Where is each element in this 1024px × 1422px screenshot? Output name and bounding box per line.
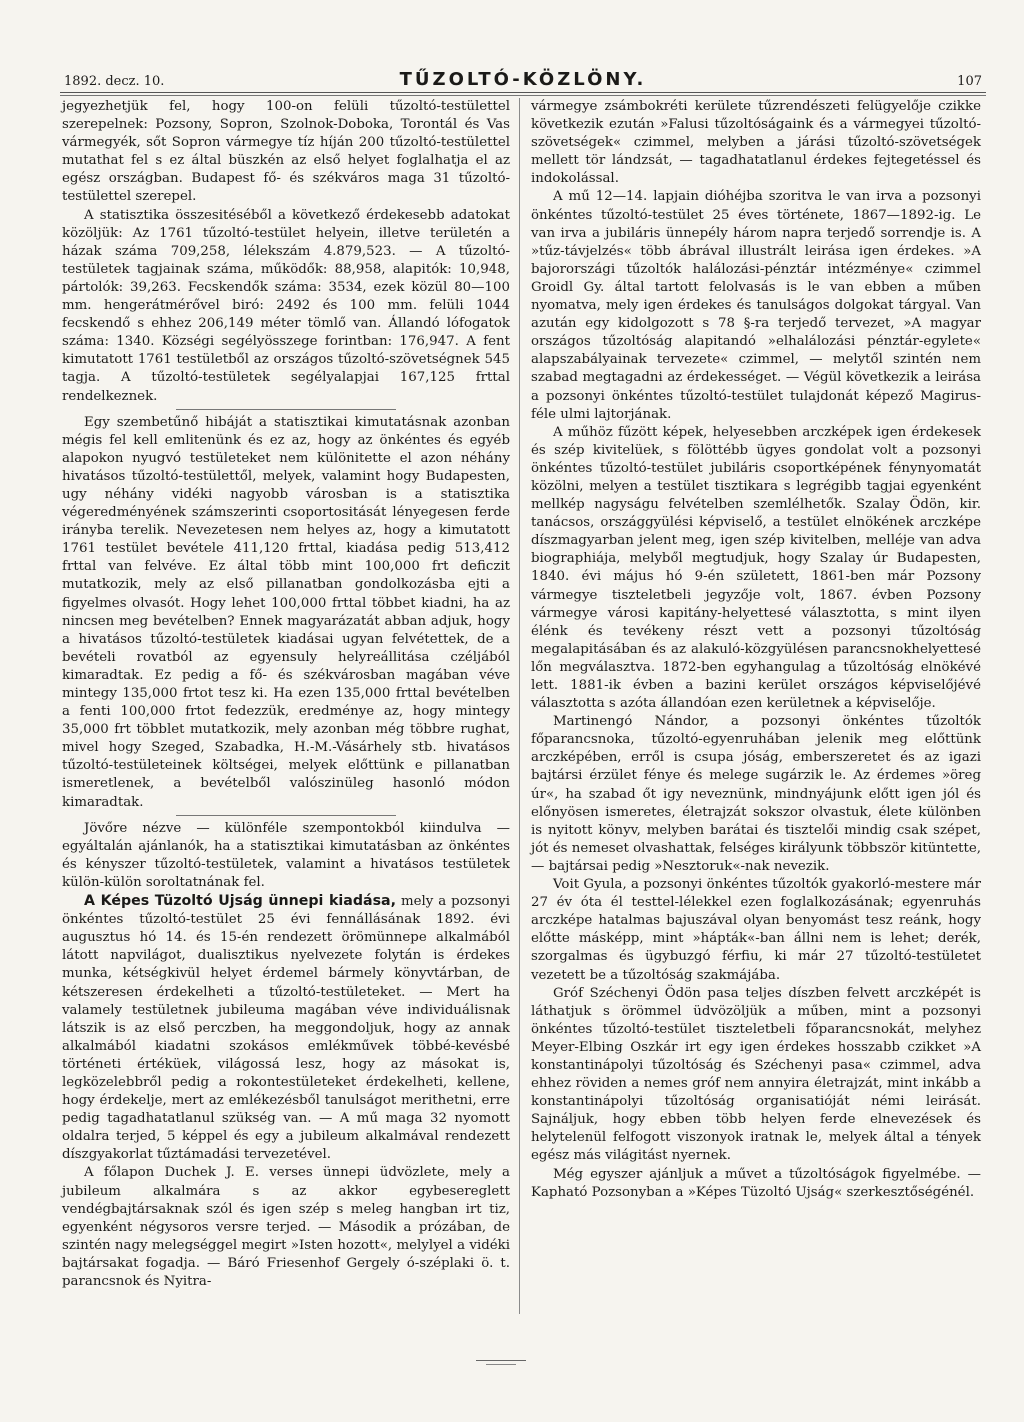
section-divider	[176, 815, 396, 816]
article-paragraph	[62, 892, 510, 1164]
paragraph: Jövőre nézve — különféle szempontokból kiindulva — egyáltalán ajánlanók, ha a statisztikai kimutatásban az önkéntes és kényszer tűzoltó-testületek, valamint a hivatásos testületek külön-külön soroltatnának fel.	[62, 820, 510, 890]
column-divider	[519, 98, 520, 1314]
issue-date: 1892. decz. 10.	[64, 74, 165, 89]
paragraph: Egy szembetűnő hibáját a statisztikai kimutatásnak azonban mégis fel kell emlitenünk és ez az, hogy az önkéntes és egyéb alapokon nyugvó testületeket nem különitette el azon néhány hivatásos tűzoltó-testülettől, melyek, valamint hogy Budapesten, ugy néhány vidéki nagyobb városban is a statisztika végeredményének számszerinti csoportositását lényegesen ferde irányba terelik. Nevezetesen nem helyes az, hogy a kimutatott 1761 testület bevétele 411,120 frttal, kiadása pedig 513,412 frttal van felvéve. Ez által több mint 100,000 frt deficzit mutatkozik, mely az első pillanatban gondolkozásba ejti a figyelmes olvasót. Hogy lehet 100,000 frttal többet kiadni, ha az nincsen meg bevételben? Ennek magyarázatát abban adjuk, hogy a hivatásos tűzoltó-testületek kiadásai ugyan felvétettek, de a bevételi rovatból az egyensuly helyreállitása czéljából kimaradtak. Ez pedig a fő- és székvárosban magában véve mintegy 135,000 frtot tesz ki. Ha ezen 135,000 frttal bevételben a fenti 100,000 frtot fedezzük, eredménye az, hogy mintegy 35,000 frt többlet mutatkozik, mely azonban még többre rughat, mivel hogy Szeged, Szabadka, H.-M.-Vásárhely stb. hivatásos tűzoltó-testületeinek költségei, melyek előttünk e pillanatban ismeretlenek, a bevételből valószinüleg hasonló módon kimaradtak.	[62, 414, 510, 810]
paragraph: A mű 12—14. lapjain dióhéjba szoritva le van irva a pozsonyi önkéntes tűzoltó-testület 25 éves története, 1867—1892-ig. Le van irva a jubiláris ünnepély három napra terjedő sorrendje is. A »tűz-távjelzés« több ábrával illustrált leirása igen érdekes. »A bajorországi tűzoltók halálozási-pénztár intézménye« czimmel Groidl Gy. által tartott felolvasás is le van ebben a műben nyomatva, mely igen érdekes és tanulságos dolgokat tárgyal. Van azután egy kidolgozott s 78 §-ra terjedő tervezet, »A magyar országos tűzoltóság alapitandó »elhalálozási pénztár-egylete« alapszabályainak tervezete« czimmel, — melytől szintén nem szabad megtagadni az érdekességet. — Végül következik a leirása a pozsonyi önkéntes tűzoltó-testület tulajdonát képező Magirus-féle ulmi lajtorjának.	[531, 189, 981, 422]
paragraph: Gróf Széchenyi Ödön pasa teljes díszben felvett arczképét is láthatjuk s örömmel üdvözöljük a műben, mint a pozsonyi önkéntes tűzoltó-testület tiszteletbeli főparancsnokát, melyhez Meyer-Elbing Oszkár irt egy igen érdekes hosszabb czikket »A konstantinápolyi tűzoltóság és Széchenyi pasa« czimmel, adva ehhez röviden a nemes gróf nem annyira életrajzát, mint inkább a konstantinápolyi tűzoltóság organisatióját némi leirását. Sajnáljuk, hogy ebben több helyen ferde elnevezések és helytelenül felfogott viszonyok iratnak le, melyek által a tények egész más világitást nyernek.	[531, 985, 981, 1164]
paragraph: Még egyszer ajánljuk a művet a tűzoltóságok figyelmébe. — Kapható Pozsonyban a »Képes Tüzoltó Ujság« szerkesztőségénél.	[531, 1166, 981, 1200]
left-column	[62, 98, 510, 1291]
paragraph: jegyezhetjük fel, hogy 100-on felüli tűzoltó-testülettel szerepelnek: Pozsony, Sopron, Szolnok-Doboka, Torontál és Vas vármegyék, sőt Sopron vármegye tíz híján 200 tűzoltó-testülettel mutathat fel s ez által büszkén az első helyet foglalhatja el az egész országban. Budapest fő- és székváros maga 31 tűzoltó-testülettel szerepel.	[62, 99, 510, 205]
article-lead: mely a pozsonyi önkéntes tűzoltó-testület 25 évi fennállásának 1892. évi augusztus hó 14. és 15-én rendezett örömünnepe alkalmából látott napvilágot, dualisztikus nyelvezete folytán is érdekes munka, kétségkivül helyet érdemel bármely könyvtárban, de kétszeresen érdekelheti a tűzoltó-testületeket. — Mert ha valamely testületnek jubileuma magában véve individuálisnak látszik is az első perczben, ha meggondoljuk, hogy az annak alkalmából kiadatni szokásos emlékművek többé-kevésbé történeti értéküek, világossá lesz, hogy az másokat is, legközelebbről pedig a rokontestületeket érdekelheti, kellene, hogy érdekelje, mert az emlékezésből tanulságot merithetni, erre pedig tagadhatatlanul szükség van. — A mű maga 32 nyomott oldalra terjed, 5 képpel és egy a jubileum alkalmával rendezett díszgyakorlat tűztámadási tervezetével.	[62, 894, 510, 1163]
paragraph: A főlapon Duchek J. E. verses ünnepi üdvözlete, mely a jubileum alkalmára s az akkor egybesereglett vendégbajtársaknak szól és igen szép s meleg hangban irt tiz, egyenként négysoros versre terjed. — Második a prózában, de szintén nagy melegséggel megirt »Isten hozott«, melylyel a vidéki bajtársakat fogadja. — Báró Friesenhof Gergely ó-széplaki ö. t. parancsnok és Nyitra-	[62, 1165, 510, 1289]
page-header	[60, 66, 986, 93]
right-column	[531, 98, 981, 1202]
paragraph: Voit Gyula, a pozsonyi önkéntes tűzoltók gyakorló-mestere már 27 év óta él testtel-lélekkel ezen foglalkozásának; egyenruhás arczképe hatalmas bajuszával olyan benyomást tesz reánk, hogy előtte másképp, mint »hápták«-ban állni nem is lehet; derék, szorgalmas és ügybuzgó férfiu, ki már 27 tűzoltó-testületet vezetett be a tűzoltóság szakmájába.	[531, 877, 981, 983]
page-number: 107	[957, 74, 982, 89]
paragraph: A műhöz fűzött képek, helyesebben arczképek igen érdekesek és szép kivitelüek, s fölöttébb ügyes gondolat volt a pozsonyi önkéntes tűzoltó-testület jubiláris csoportképének fénynyomatát közölni, melyen a testület tisztikara s legrégibb tagjai egyenként mellkép nagyságu felvételben szemlélhetők. Szalay Ödön, kir. tanácsos, országgyülési képviselő, a testület elnökének arczképe díszmagyarban jelent meg, igen szép kivitelben, melléje van adva biographiája, melyből megtudjuk, hogy Szalay úr Budapesten, 1840. évi május hó 9-én született, 1861-ben már Pozsony vármegye tiszteletbeli jegyzője volt, 1867. évben Pozsony vármegye városi kapitány-helyettesé választotta, s mint ilyen élénk és tevékeny részt vett a pozsonyi tűzoltóság megalapitásában és az alakuló-közgyülésen parancsnokhelyettesé lőn megválasztva. 1872-ben egyhangulag a tűzoltóság elnökévé lett. 1881-ik évben a bazini kerület országos képviselőjévé választotta s azóta állandóan ezen kerületnek a képviselője.	[531, 424, 981, 712]
footer-rule	[486, 1364, 516, 1365]
masthead-title: TŰZOLTÓ-KÖZLÖNY.	[399, 69, 647, 90]
article-heading: A Képes Tüzoltó Ujság ünnepi kiadása,	[84, 893, 397, 910]
paragraph: A statisztika összesitéséből a következő érdekesebb adatokat közöljük: Az 1761 tűzoltó-testület helyein, illetve területén a házak száma 709,258, lélekszám 4.879,523. — A tűzoltó-testületek tagjainak száma, működők: 88,958, alapitók: 10,948, pártolók: 39,263. Fecskendők száma: 3534, ezek közül 80—100 mm. hengerátmérővel biró: 2492 és 100 mm. felüli 1044 fecskendő s ehhez 206,149 méter tömlő van. Állandó lófogatok száma: 1340. Községi segélyösszege forintban: 176,947. A fent kimutatott 1761 testületből az országos tűzoltó-szövetségnek 545 tagja. A tűzoltó-testületek segélyalapjai 167,125 frttal rendelkeznek.	[62, 207, 510, 404]
paragraph: vármegye zsámbokréti kerülete tűzrendészeti felügyelője czikke következik ezután »Falusi tűzoltóságaink és a vármegyei tűzoltó-szövetségek« czimmel, melyben a járási tűzoltó-szövetségek mellett tör lándzsát, — tagadhatatlanul érdekes fejtegetéssel és indokolással.	[531, 99, 981, 187]
section-divider	[176, 409, 396, 410]
footer-rule	[476, 1360, 526, 1361]
paragraph: Martinengó Nándor, a pozsonyi önkéntes tűzoltók főparancsnoka, tűzoltó-egyenruhában jelenik meg előttünk arczképében, erről is csupa jóság, emberszeretet és az igazi bajtársi érzület fénye és melege sugárzik le. Az érdemes »öreg úr«, ha szabad őt igy neveznünk, mindnyájunk előtt igen jól és előnyösen ismeretes, életrajzát sokszor olvastuk, élete különben is nyitott könyv, melyben barátai és tisztelői mindig csak szépet, jót és nemeset olvashattak, felséges királyunk többször kitüntette, — bajtársai pedig »Nesztoruk«-nak nevezik.	[531, 714, 982, 874]
